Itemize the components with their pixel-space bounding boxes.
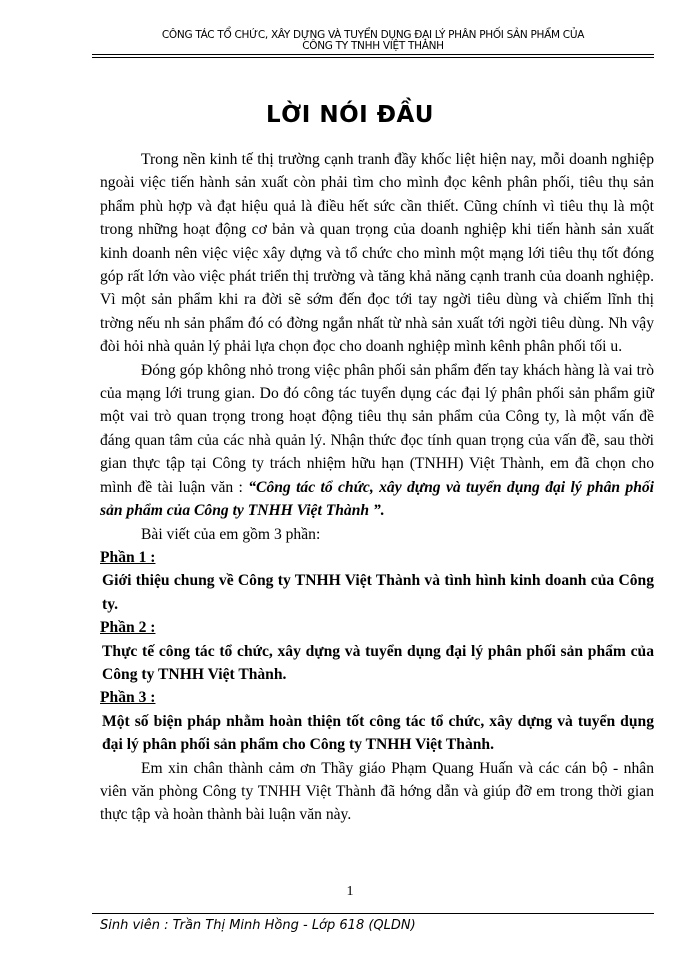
part-2-heading: Phần 2 : [100, 619, 156, 637]
part-3-heading: Phần 3 : [100, 689, 156, 707]
paragraph-1: Trong nền kinh tế thị trường cạnh tranh đầy khốc liệt hiện nay, mỗi doanh nghiệp ngoài việc tiến hành sản xuất còn phải tìm cho mình đọc kênh phân phối, tiêu thụ sản phẩm phù hợp và đạt hiệu quả là điều hết sức cần thiết. Cũng chính vì tiêu thụ là một trong những hoạt động cơ bản và quan trọng của doanh nghiệp khi tiến hành sản xuất kinh doanh nên việc việc xây dựng và tổ chức cho mình một mạng lới tiêu thụ tốt đóng góp rất lớn vào việc phát triển thị trường và tăng khả năng cạnh tranh của doanh nghiệp. Vì một sản phẩm khi ra đời sẽ sớm đến đọc tới tay ngời tiêu dùng và chiếm lĩnh thị trờng nếu nh sản phẩm đó có đờng ngắn nhất từ nhà sản xuất tới ngời tiêu dùng. Nh vậy đòi hỏi nhà quản lý phải lựa chọn đọc cho doanh nghiệp mình kênh phân phối tối u. [100, 151, 654, 356]
part-1-text: Giới thiệu chung về Công ty TNHH Việt Thành và tình hình kinh doanh của Công ty. [102, 572, 654, 613]
paragraph-2 [100, 359, 654, 523]
body-text [100, 148, 654, 827]
running-footer: Sinh viên : Trần Thị Minh Hồng - Lớp 618 (QLDN) [100, 918, 416, 933]
page-number: 1 [346, 884, 354, 899]
part-3-text: Một số biện pháp nhằm hoàn thiện tốt công tác tổ chức, xây dựng và tuyển dụng đại lý phân phối sản phẩm cho Công ty TNHH Việt Thành. [102, 712, 654, 754]
paragraph-2-text: Đóng góp không nhỏ trong việc phân phối sản phẩm đến tay khách hàng là vai trò của mạng lới trung gian. Do đó công tác tuyển dụng các đại lý phân phối sản phẩm giữ một vai trò quan trọng trong hoạt động tiêu thụ sản phẩm của Công ty, là một vấn đề đáng quan tâm của các nhà quản lý. Nhận thức đọc tính quan trọng của vấn đề, sau thời gian thực tập tại Công ty trách nhiệm hữu hạn (TNHH) Việt Thành, em đã chọn cho mình đề tài luận văn : [100, 361, 654, 496]
page-title: LỜI NÓI ĐẦU [266, 102, 434, 128]
acknowledgement-paragraph: Em xin chân thành cảm ơn Thầy giáo Phạm Quang Huấn và các cán bộ - nhân viên văn phòng Công ty TNHH Việt Thành đã hớng dẫn và giúp đỡ em trong thời gian thực tập và hoàn thành bài luận văn này. [100, 759, 654, 824]
running-header [92, 30, 654, 55]
header-line-2: CÔNG TY TNHH VIỆT THÀNH [302, 40, 444, 52]
header-rule [92, 57, 654, 58]
part-1-heading: Phần 1 : [100, 548, 156, 566]
part-2-text: Thực tế công tác tổ chức, xây dựng và tuyển dụng đại lý phân phối sản phẩm của Công ty TNHH Việt Thành. [102, 642, 654, 683]
parts-intro: Bài viết của em gồm 3 phần: [141, 525, 321, 543]
footer-rule [92, 913, 654, 914]
header-line-1: CÔNG TÁC TỔ CHỨC, XÂY DỰNG VÀ TUYỂN DỤNG ĐẠI LÝ PHÂN PHỐI SẢN PHẨM CỦA [161, 29, 585, 41]
thesis-topic: “Công tác tổ chức, xây dựng và tuyển dụng đại lý phân phối sản phẩm của Công ty TNHH Việt Thành ”. [100, 478, 655, 520]
